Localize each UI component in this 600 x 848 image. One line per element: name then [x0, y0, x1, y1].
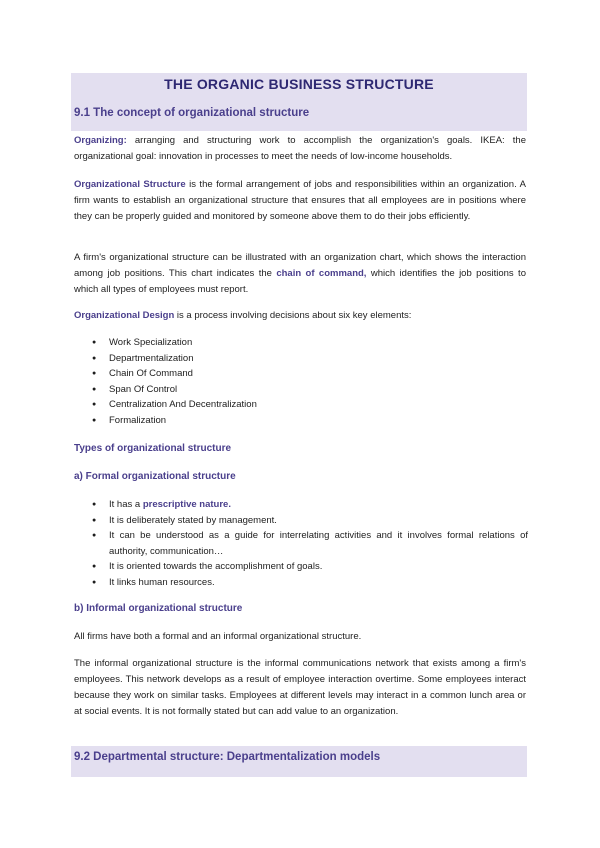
- list-item: ● Chain Of Command: [92, 366, 528, 382]
- paragraph-organization-chart: [74, 250, 526, 298]
- paragraph-organizational-design: [74, 308, 526, 324]
- list-item: ● Formalization: [92, 413, 528, 429]
- formal-structure-list: [92, 497, 528, 591]
- key-elements-list: [92, 335, 528, 429]
- formal-structure-heading: a) Formal organizational structure: [74, 471, 236, 482]
- types-heading: Types of organizational structure: [74, 443, 232, 454]
- section-heading-9-1: 9.1 The concept of organizational structure: [74, 107, 310, 119]
- list-item: ● It links human resources.: [92, 575, 528, 591]
- list-item: [92, 497, 528, 513]
- list-item: ● Span Of Control: [92, 382, 528, 398]
- page-title: THE ORGANIC BUSINESS STRUCTURE: [164, 76, 434, 92]
- term-organizational-design: Organizational Design: [74, 310, 175, 321]
- list-item: ● Work Specialization: [92, 335, 528, 351]
- paragraph-formal-and-informal: All firms have both a formal and an informal organizational structure.: [74, 631, 362, 642]
- term-prescriptive-nature: prescriptive nature.: [142, 499, 231, 510]
- bullet-text: It has a: [109, 499, 143, 510]
- list-item: ● It can be understood as a guide for interrelating activities and it involves formal relations of authority, communication…: [92, 528, 528, 559]
- list-item: ● It is oriented towards the accomplishment of goals.: [92, 559, 528, 575]
- list-item: ● Departmentalization: [92, 351, 528, 367]
- chart-text-start: A firm's organizational structure can be illustrated with an organization chart, which shows the interaction among job positions. This chart indicates the: [74, 252, 526, 279]
- informal-structure-heading: b) Informal organizational structure: [74, 603, 243, 614]
- list-item: ● It is deliberately stated by management.: [92, 513, 528, 529]
- organizational-structure-definition: is the formal arrangement of jobs and responsibilities within an organization. A firm wants to establish an organizational structure that ensures that all employees are in positions where they can be properly guided and monitored by someone above them to do their jobs efficiently.: [74, 179, 526, 222]
- paragraph-informal-structure: The informal organizational structure is the informal communications network that exists among a firm's employees. This network develops as a result of employee interaction overtime. Some employees interact because they work on similar tasks. Employees at different levels may interact in a common lunch area or at social events. It is not formally stated but can add value to an organization.: [74, 658, 526, 717]
- section-heading-9-2: 9.2 Departmental structure: Departmentalization models: [74, 751, 381, 763]
- list-item: ● Centralization And Decentralization: [92, 397, 528, 413]
- chart-text-end: which identifies the job positions to which all types of employees must report.: [74, 268, 526, 295]
- term-chain-of-command: chain of command,: [276, 268, 367, 279]
- term-organizational-structure: Organizational Structure: [74, 179, 186, 190]
- term-organizing: Organizing:: [74, 135, 127, 146]
- organizing-definition: arranging and structuring work to accomplish the organization's goals. IKEA: the organizational goal: innovation in processes to meet the needs of low-income households.: [74, 135, 526, 162]
- organizational-design-definition: is a process involving decisions about six key elements:: [174, 310, 412, 321]
- paragraph-organizing: [74, 133, 526, 165]
- paragraph-organizational-structure: [74, 177, 526, 225]
